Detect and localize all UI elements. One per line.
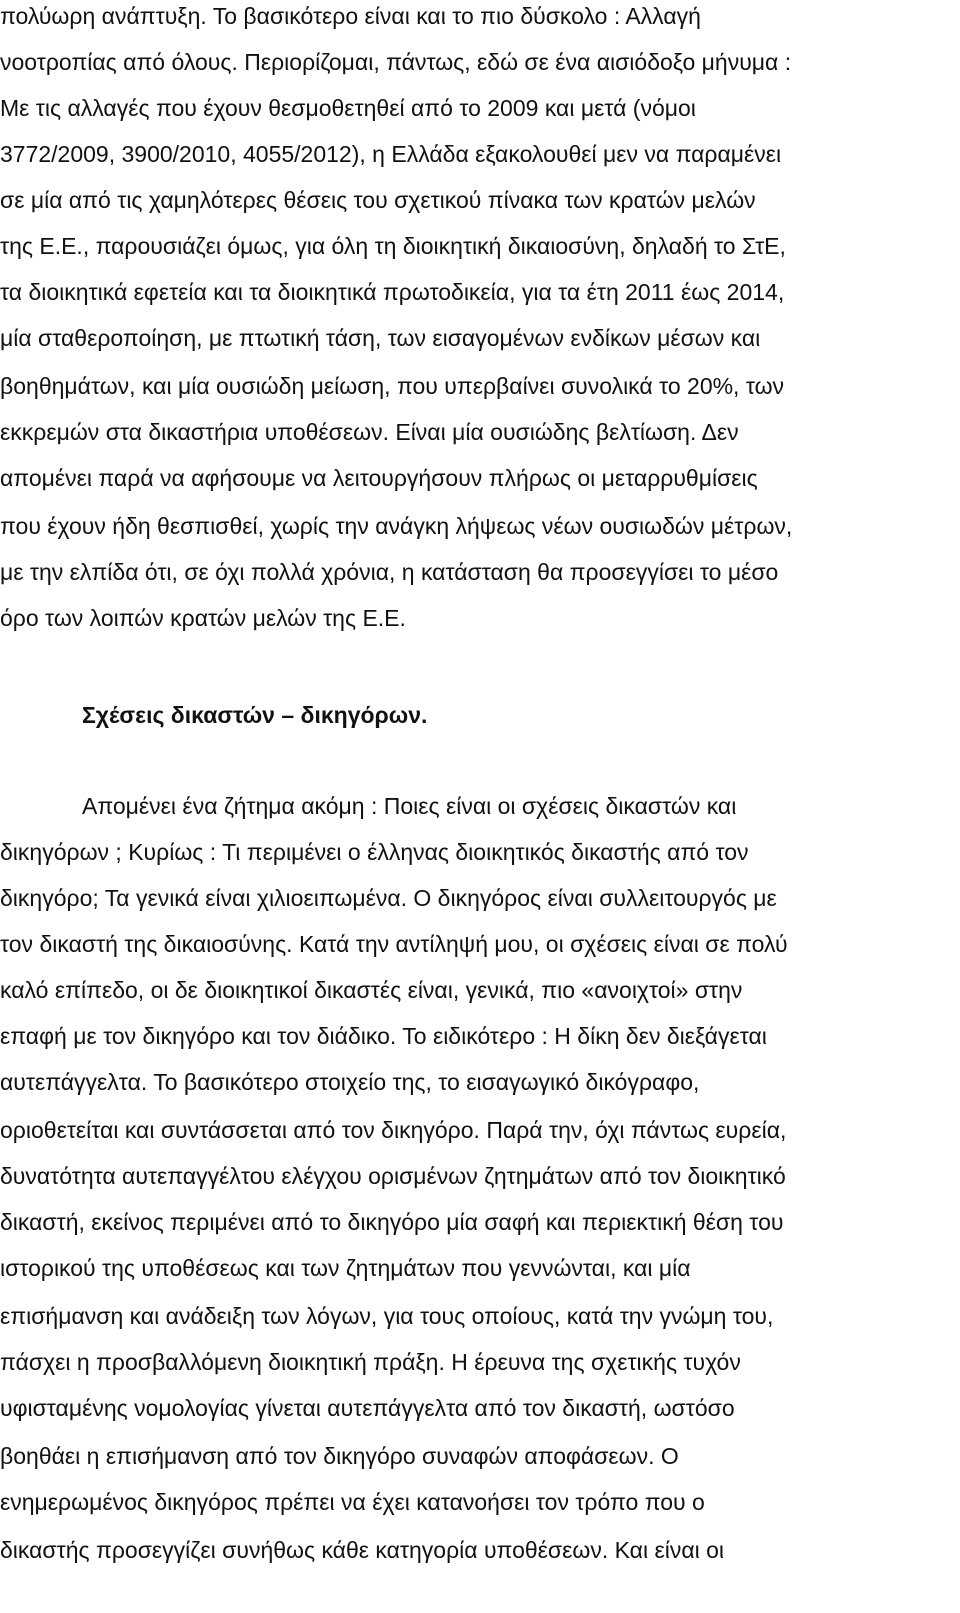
text-line: σε μία από τις χαμηλότερες θέσεις του σχετικού πίνακα των κρατών μελών [0,187,756,213]
text-line: βοηθημάτων, και μία ουσιώδη μείωση, που υπερβαίνει συνολικά το 20%, των [0,373,785,399]
text-line: της Ε.Ε., παρουσιάζει όμως, για όλη τη διοικητική δικαιοσύνη, δηλαδή το ΣτΕ, [0,233,786,259]
text-line: τα διοικητικά εφετεία και τα διοικητικά πρωτοδικεία, για τα έτη 2011 έως 2014, [0,279,785,305]
text-line: εκκρεμών στα δικαστήρια υποθέσεων. Είναι μία ουσιώδης βελτίωση. Δεν [0,419,739,445]
text-line: δικαστής προσεγγίζει συνήθως κάθε κατηγορία υποθέσεων. Και είναι οι [0,1537,725,1563]
text-line: πολύωρη ανάπτυξη. Το βασικότερο είναι και το πιο δύσκολο : Αλλαγή [0,3,701,29]
text-line: απομένει παρά να αφήσουμε να λειτουργήσουν πλήρως οι μεταρρυθμίσεις [0,465,758,491]
text-line: επαφή με τον δικηγόρο και τον διάδικο. Το ειδικότερο : Η δίκη δεν διεξάγεται [0,1023,767,1049]
text-line: νοοτροπίας από όλους. Περιορίζομαι, πάντως, εδώ σε ένα αισιόδοξο μήνυμα : [0,49,792,75]
text-line: όρο των λοιπών κρατών μελών της Ε.Ε. [0,605,406,631]
text-line: ενημερωμένος δικηγόρος πρέπει να έχει κατανοήσει τον τρόπο που ο [0,1489,705,1515]
text-line: δικαστή, εκείνος περιμένει από το δικηγόρο μία σαφή και περιεκτική θέση του [0,1209,784,1235]
text-line: Με τις αλλαγές που έχουν θεσμοθετηθεί από το 2009 και μετά (νόμοι [0,95,696,121]
text-line: ιστορικού της υποθέσεως και των ζητημάτων που γεννώνται, και μία [0,1255,691,1281]
text-line: δικηγόρο; Τα γενικά είναι χιλιοειπωμένα. Ο δικηγόρος είναι συλλειτουργός με [0,885,777,911]
text-line: βοηθάει η επισήμανση από τον δικηγόρο συναφών αποφάσεων. Ο [0,1443,679,1469]
text-line: τον δικαστή της δικαιοσύνης. Κατά την αντίληψή μου, οι σχέσεις είναι σε πολύ [0,931,788,957]
section-heading: Σχέσεις δικαστών – δικηγόρων. [82,702,428,728]
text-line: Απομένει ένα ζήτημα ακόμη : Ποιες είναι οι σχέσεις δικαστών και [82,793,737,819]
text-line: με την ελπίδα ότι, σε όχι πολλά χρόνια, η κατάσταση θα προσεγγίσει το μέσο [0,559,779,585]
text-line: 3772/2009, 3900/2010, 4055/2012), η Ελλάδα εξακολουθεί μεν να παραμένει [0,141,782,167]
text-line: καλό επίπεδο, οι δε διοικητικοί δικαστές είναι, γενικά, πιο «ανοιχτοί» στην [0,977,743,1003]
text-line: υφισταμένης νομολογίας γίνεται αυτεπάγγελτα από τον δικαστή, ωστόσο [0,1395,735,1421]
text-line: μία σταθεροποίηση, με πτωτική τάση, των εισαγομένων ενδίκων μέσων και [0,325,761,351]
text-line: δυνατότητα αυτεπαγγέλτου ελέγχου ορισμένων ζητημάτων από τον διοικητικό [0,1163,786,1189]
text-line: που έχουν ήδη θεσπισθεί, χωρίς την ανάγκη λήψεως νέων ουσιωδών μέτρων, [0,513,793,539]
text-line: αυτεπάγγελτα. Το βασικότερο στοιχείο της, το εισαγωγικό δικόγραφο, [0,1069,700,1095]
text-line: οριοθετείται και συντάσσεται από τον δικηγόρο. Παρά την, όχι πάντως ευρεία, [0,1117,787,1143]
text-line: δικηγόρων ; Κυρίως : Τι περιμένει ο έλληνας διοικητικός δικαστής από τον [0,839,749,865]
text-line: πάσχει η προσβαλλόμενη διοικητική πράξη. Η έρευνα της σχετικής τυχόν [0,1349,741,1375]
text-line: επισήμανση και ανάδειξη των λόγων, για τους οποίους, κατά την γνώμη του, [0,1303,774,1329]
